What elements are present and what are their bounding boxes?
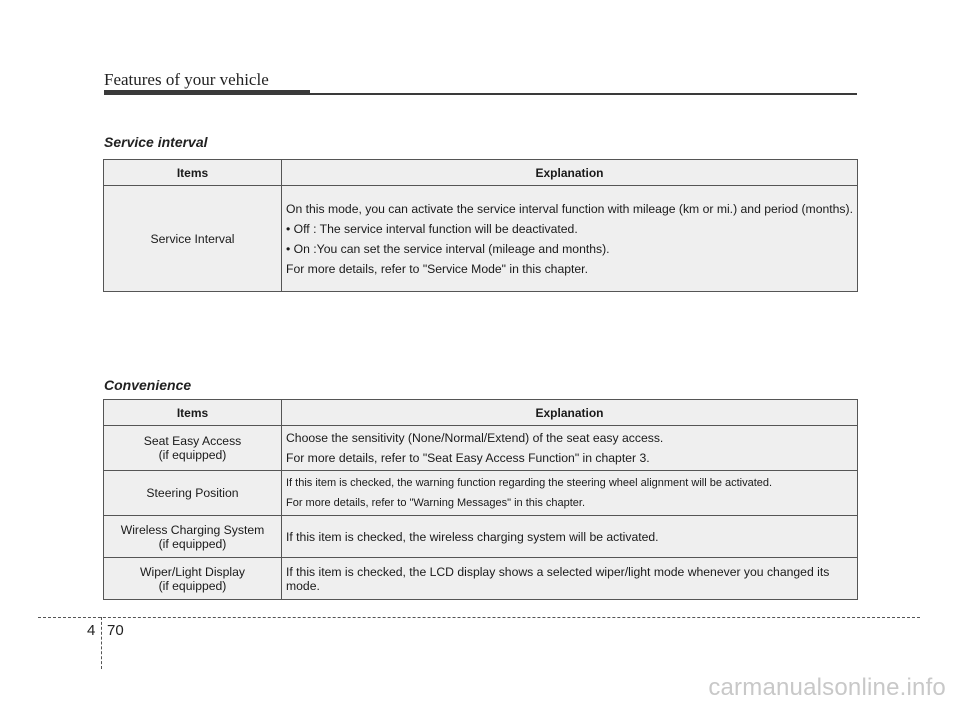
explanation-cell: [282, 186, 858, 292]
column-header-items: Items: [104, 400, 282, 426]
header-rule-thin: [310, 93, 857, 95]
section-heading-service-interval: Service interval: [104, 134, 208, 150]
explanation-cell: [282, 558, 858, 600]
explanation-cell: [282, 471, 858, 516]
item-cell: Service Interval: [104, 186, 282, 292]
explanation-text: If this item is checked, the LCD display shows a selected wiper/light mode whenever you changed its mode.: [286, 564, 830, 593]
item-note: (if equipped): [158, 448, 227, 462]
table-row: [104, 186, 858, 292]
column-header-explanation: Explanation: [282, 160, 858, 186]
column-header-explanation: Explanation: [282, 400, 858, 426]
table-row: [104, 558, 858, 600]
item-note: (if equipped): [158, 536, 227, 551]
table-row: [104, 471, 858, 516]
header-rule-thick: [104, 90, 310, 95]
watermark: carmanualsonline.info: [708, 674, 946, 701]
item-cell: [104, 471, 282, 516]
item-name: Seat Easy Access: [143, 434, 242, 448]
item-note: (if equipped): [158, 578, 227, 593]
explanation-cell: [282, 516, 858, 558]
table-row: [104, 516, 858, 558]
item-name: Steering Position: [146, 486, 239, 500]
explanation-text: For more details, refer to "Warning Messages" in this chapter.: [286, 497, 586, 509]
service-interval-table: [103, 159, 858, 292]
footer-rule: [38, 617, 920, 618]
section-heading-convenience: Convenience: [104, 377, 192, 393]
item-cell: [104, 426, 282, 471]
table-header-row: [104, 400, 858, 426]
explanation-text: Choose the sensitivity (None/Normal/Extend) of the seat easy access.: [286, 431, 664, 445]
footer-divider: [101, 617, 102, 669]
page-number: 70: [107, 622, 124, 639]
explanation-text: On this mode, you can activate the service interval function with mileage (km or mi.) and period (months).: [286, 201, 853, 216]
explanation-text: If this item is checked, the warning function regarding the steering wheel alignment will be activated.: [286, 477, 773, 489]
item-name: Wireless Charging System: [120, 522, 265, 537]
explanation-text: For more details, refer to "Service Mode" in this chapter.: [286, 261, 588, 276]
explanation-text: For more details, refer to "Seat Easy Access Function" in chapter 3.: [286, 451, 650, 465]
explanation-text: • Off : The service interval function will be deactivated.: [286, 221, 578, 236]
chapter-number: 4: [87, 622, 96, 639]
table-row: [104, 426, 858, 471]
column-header-items: Items: [104, 160, 282, 186]
item-cell: [104, 516, 282, 558]
explanation-text: • On :You can set the service interval (mileage and months).: [286, 241, 610, 256]
explanation-text: If this item is checked, the wireless charging system will be activated.: [286, 529, 659, 544]
convenience-table: [103, 399, 858, 600]
table-header-row: [104, 160, 858, 186]
explanation-cell: [282, 426, 858, 471]
item-cell: [104, 558, 282, 600]
item-name: Wiper/Light Display: [140, 564, 245, 579]
page-header-title: Features of your vehicle: [104, 70, 269, 89]
